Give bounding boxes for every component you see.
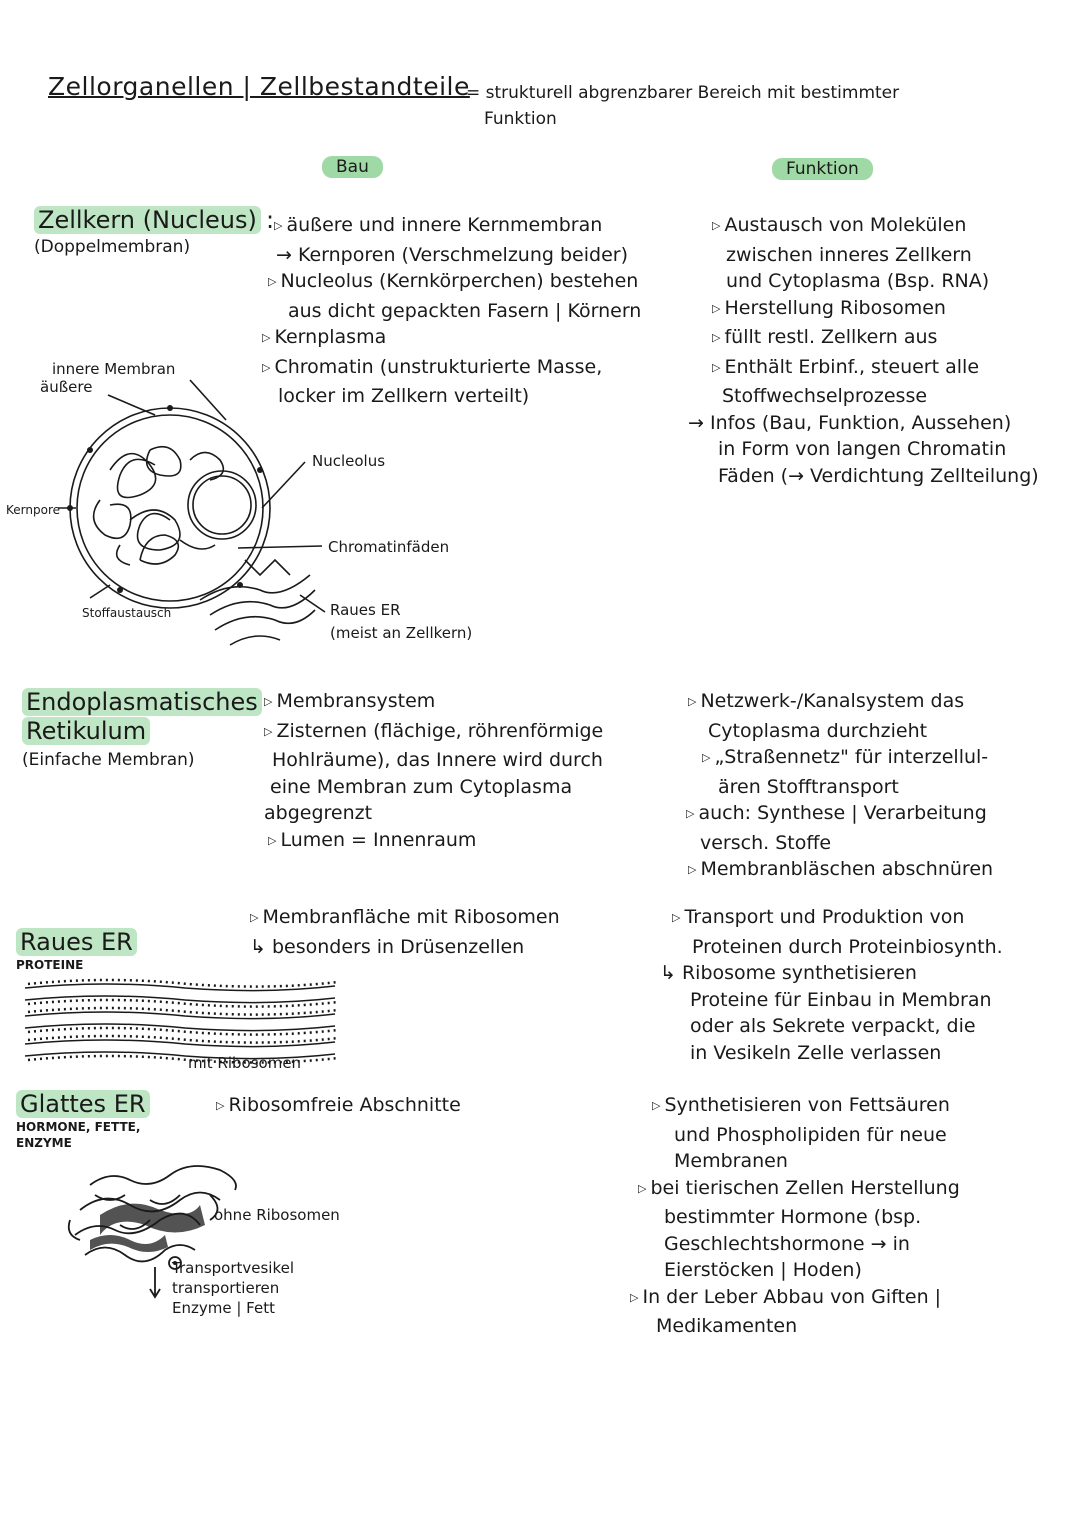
list-item: ▷ „Straßennetz" für interzellul-: [702, 746, 989, 768]
list-item: eine Membran zum Cytoplasma: [270, 775, 573, 798]
glattes-er-funktion-list: [630, 1092, 960, 1340]
label-stoffaustausch: Stoffaustausch: [82, 606, 172, 620]
label-chromatin: Chromatinfäden: [328, 538, 450, 556]
list-item: in Form von langen Chromatin: [718, 438, 1007, 460]
label-raues-er: Raues ER: [330, 601, 401, 619]
list-item: ▷ Membransystem: [264, 690, 436, 712]
list-item: ▷ Ribosomfreie Abschnitte: [216, 1094, 461, 1116]
list-item: ▷ füllt restl. Zellkern aus: [712, 326, 938, 348]
list-item: ▷ Membranbläschen abschnüren: [688, 858, 994, 880]
list-item: ▷ äußere und innere Kernmembran: [274, 214, 603, 236]
list-item: zwischen inneres Zellkern: [726, 243, 972, 266]
list-item: Hohlräume), das Innere wird durch: [272, 749, 603, 771]
list-item: ▷ In der Leber Abbau von Giften |: [630, 1285, 942, 1308]
list-item: oder als Sekrete verpackt, die: [690, 1015, 976, 1037]
raues-er-bau-list: [250, 904, 560, 960]
list-item: und Phospholipiden für neue: [674, 1123, 947, 1146]
list-item: ↳ Ribosome synthetisieren: [660, 962, 917, 984]
vesicle-note: Transportvesikel transportieren Enzyme | Fett: [172, 1259, 295, 1317]
list-item: Proteine für Einbau in Membran: [690, 988, 992, 1011]
page-title: Zellorganellen | Zellbestandteile: [48, 72, 470, 101]
list-item: ▷ Herstellung Ribosomen: [712, 296, 946, 319]
list-item: ären Stofftransport: [718, 775, 899, 798]
list-item: bestimmter Hormone (bsp.: [664, 1206, 922, 1228]
label-inner-membrane: innere Membran: [52, 360, 176, 378]
label-nucleolus: Nucleolus: [312, 452, 386, 470]
glattes-er-heading: Glattes ER HORMONE, FETTE, ENZYME: [16, 1090, 150, 1151]
label-outer-membrane: äußere: [40, 378, 93, 396]
list-item: ↳ besonders in Drüsenzellen: [250, 935, 525, 958]
nucleus-drawing: [0, 0, 560, 700]
zellkern-heading: Zellkern (Nucleus) : (Doppelmembran): [34, 206, 275, 257]
list-item: ▷ Lumen = Innenraum: [268, 828, 477, 851]
column-heading-funktion: Funktion: [772, 158, 873, 180]
list-item: in Vesikeln Zelle verlassen: [690, 1041, 942, 1064]
list-item: ▷ Netzwerk-/Kanalsystem das: [688, 690, 965, 712]
list-item: locker im Zellkern verteilt): [278, 385, 530, 407]
list-item: versch. Stoffe: [700, 831, 832, 854]
list-item: ▷ Transport und Produktion von: [672, 906, 965, 928]
list-item: → Infos (Bau, Funktion, Aussehen): [688, 411, 1012, 434]
list-item: und Cytoplasma (Bsp. RNA): [726, 270, 990, 292]
er-funktion-list: [688, 688, 993, 886]
list-item: Fäden (→ Verdichtung Zellteilung): [718, 464, 1039, 487]
column-heading-bau: Bau: [322, 156, 383, 178]
label-kernpore: Kernpore: [6, 503, 60, 517]
list-item: ▷ Nucleolus (Kernkörperchen) bestehen: [268, 270, 639, 292]
list-item: → Kernporen (Verschmelzung beider): [276, 243, 628, 266]
label-mit-ribosomen: mit Ribosomen: [188, 1054, 302, 1072]
list-item: ▷ bei tierischen Zellen Herstellung: [638, 1176, 960, 1199]
er-bau-list: [264, 688, 603, 856]
list-item: Eierstöcken | Hoden): [664, 1259, 862, 1281]
list-item: Membranen: [674, 1150, 788, 1172]
list-item: ▷ Membranfläche mit Ribosomen: [250, 906, 560, 928]
list-item: abgegrenzt: [264, 802, 373, 824]
list-item: Stoffwechselprozesse: [722, 385, 928, 407]
list-item: Cytoplasma durchzieht: [708, 719, 928, 742]
list-item: ▷ Zisternen (flächige, röhrenförmige: [264, 719, 604, 742]
list-item: Proteinen durch Proteinbiosynth.: [692, 935, 1003, 958]
list-item: ▷ auch: Synthese | Verarbeitung: [686, 802, 987, 824]
list-item: ▷ Synthetisieren von Fettsäuren: [652, 1094, 950, 1116]
nucleus-diagram: [0, 0, 1080, 700]
raues-er-heading: Raues ER PROTEINE: [16, 928, 137, 973]
er-heading: Endoplasmatisches Retikulum (Einfache Membran): [22, 688, 262, 770]
list-item: aus dicht gepackten Fasern | Körnern: [288, 299, 642, 322]
list-item: ▷ Austausch von Molekülen: [712, 214, 967, 236]
label-raues-er-note: (meist an Zellkern): [330, 624, 473, 642]
definition: = strukturell abgrenzbarer Bereich mit bestimmter Funktion: [466, 83, 900, 129]
list-item: ▷ Chromatin (unstrukturierte Masse,: [262, 355, 603, 378]
glattes-er-bau: [216, 1092, 461, 1122]
list-item: ▷ Kernplasma: [262, 326, 387, 348]
label-ohne-ribosomen: ohne Ribosomen: [214, 1206, 340, 1224]
list-item: Medikamenten: [656, 1315, 798, 1337]
list-item: Geschlechtshormone → in: [664, 1232, 910, 1255]
list-item: ▷ Enthält Erbinf., steuert alle: [712, 355, 980, 378]
raues-er-funktion-list: [660, 904, 1003, 1066]
